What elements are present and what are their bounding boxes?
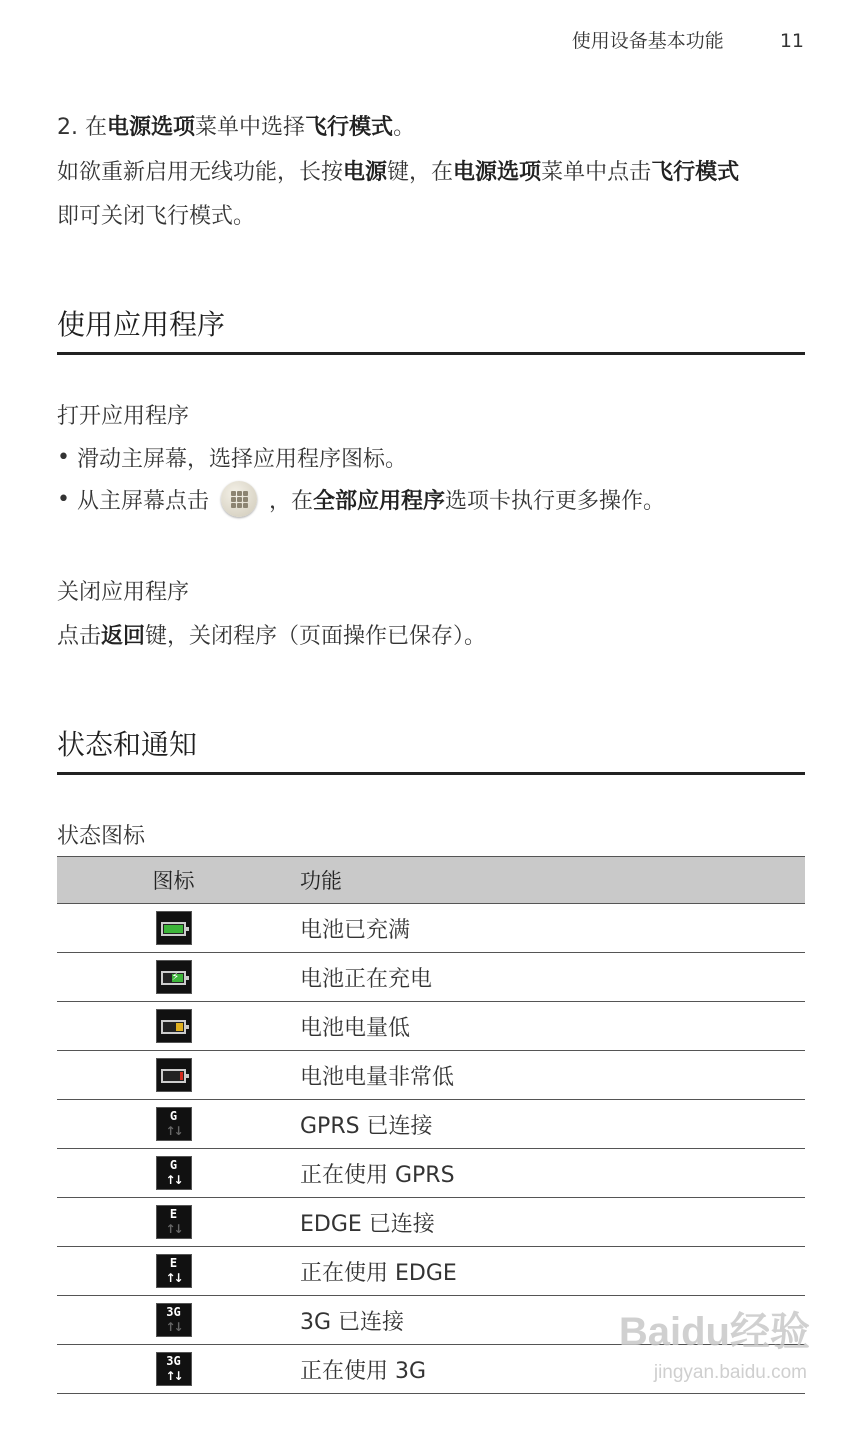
reenable-airplane-mode: 飞行模式 [651, 160, 740, 185]
row-function: 正在使用 3G [299, 1345, 805, 1394]
close-apps-text [57, 619, 486, 650]
col-header-function: 功能 [299, 857, 805, 904]
battery-low-icon [156, 1009, 192, 1043]
row-function: 正在使用 GPRS [299, 1149, 805, 1198]
close-text-c: 键，关闭程序（页面操作已保存）。 [145, 624, 487, 649]
open-apps-subheading: 打开应用程序 [57, 404, 190, 429]
watermark-url: jingyan.baidu.com [653, 1362, 807, 1383]
watermark-logo: Baidu经验 [618, 1310, 810, 1354]
table-row [57, 1051, 805, 1100]
bullet-dot: • [57, 445, 70, 470]
reenable-power-key: 电源 [343, 160, 388, 185]
reenable-text-e: 菜单中点击 [541, 160, 652, 185]
page-number: 11 [779, 30, 804, 52]
bullet-all-apps [57, 481, 665, 517]
status-icons-subheading: 状态图标 [57, 824, 146, 849]
step-text-e: 。 [393, 115, 416, 140]
row-function: 正在使用 EDGE [299, 1247, 805, 1296]
network-letter: 3G [166, 1305, 181, 1319]
table-row [57, 1002, 805, 1051]
bullet-text-b: ，在 [269, 488, 314, 514]
row-function: 电池电量低 [299, 1002, 805, 1051]
network-letter: G [169, 1109, 178, 1123]
col-header-icon: 图标 [57, 857, 299, 904]
step-2 [57, 110, 415, 141]
battery-charging-icon: ⚡ [156, 960, 192, 994]
bullet-text-a: 从主屏幕点击 [77, 488, 210, 514]
step-airplane-mode: 飞行模式 [305, 115, 394, 140]
table-row [57, 1198, 805, 1247]
network-letter: E [169, 1207, 178, 1221]
table-row [57, 953, 805, 1002]
3g-connected-icon: 3G ↑↓ [156, 1303, 192, 1337]
reenable-power-options: 电源选项 [453, 160, 542, 185]
battery-full-icon [156, 911, 192, 945]
all-apps-icon [221, 481, 257, 517]
gprs-in-use-icon: G ↑↓ [156, 1156, 192, 1190]
3g-in-use-icon: 3G ↑↓ [156, 1352, 192, 1386]
row-function: 电池正在充电 [299, 953, 805, 1002]
close-text-a: 点击 [57, 624, 102, 649]
edge-connected-icon: E ↑↓ [156, 1205, 192, 1239]
network-letter: 3G [166, 1354, 181, 1368]
reenable-text-a: 如欲重新启用无线功能，长按 [57, 160, 344, 185]
table-row [57, 1100, 805, 1149]
bullet-swipe-home [57, 442, 407, 473]
network-letter: G [169, 1158, 178, 1172]
running-header [572, 26, 804, 53]
close-apps-subheading: 关闭应用程序 [57, 580, 190, 605]
row-function: 3G 已连接 [299, 1296, 805, 1345]
battery-very-low-icon [156, 1058, 192, 1092]
step-power-options: 电源选项 [107, 115, 196, 140]
network-letter: E [169, 1256, 178, 1270]
table-header-row [57, 857, 805, 904]
table-row [57, 904, 805, 953]
bullet-text: 滑动主屏幕，选择应用程序图标。 [77, 447, 408, 472]
row-function: 电池已充满 [299, 904, 805, 953]
reenable-text-c: 键，在 [387, 160, 454, 185]
edge-in-use-icon: E ↑↓ [156, 1254, 192, 1288]
header-section-title: 使用设备基本功能 [571, 30, 724, 52]
step-text-a: 在 [85, 115, 108, 140]
row-function: 电池电量非常低 [299, 1051, 805, 1100]
reenable-line-1 [57, 155, 739, 186]
bullet-text-d: 选项卡执行更多操作。 [445, 488, 666, 514]
bullet-dot: • [57, 486, 70, 512]
reenable-line-2: 即可关闭飞行模式。 [57, 204, 256, 229]
row-function: GPRS 已连接 [299, 1100, 805, 1149]
section-heading-status: 状态和通知 [57, 723, 805, 775]
step-text-c: 菜单中选择 [195, 115, 306, 140]
all-apps-tab-label: 全部应用程序 [313, 488, 446, 514]
table-row [57, 1149, 805, 1198]
back-key-label: 返回 [101, 624, 146, 649]
gprs-connected-icon: G ↑↓ [156, 1107, 192, 1141]
table-row [57, 1247, 805, 1296]
row-function: EDGE 已连接 [299, 1198, 805, 1247]
section-heading-use-apps: 使用应用程序 [57, 303, 805, 355]
step-number: 2. [57, 115, 78, 140]
